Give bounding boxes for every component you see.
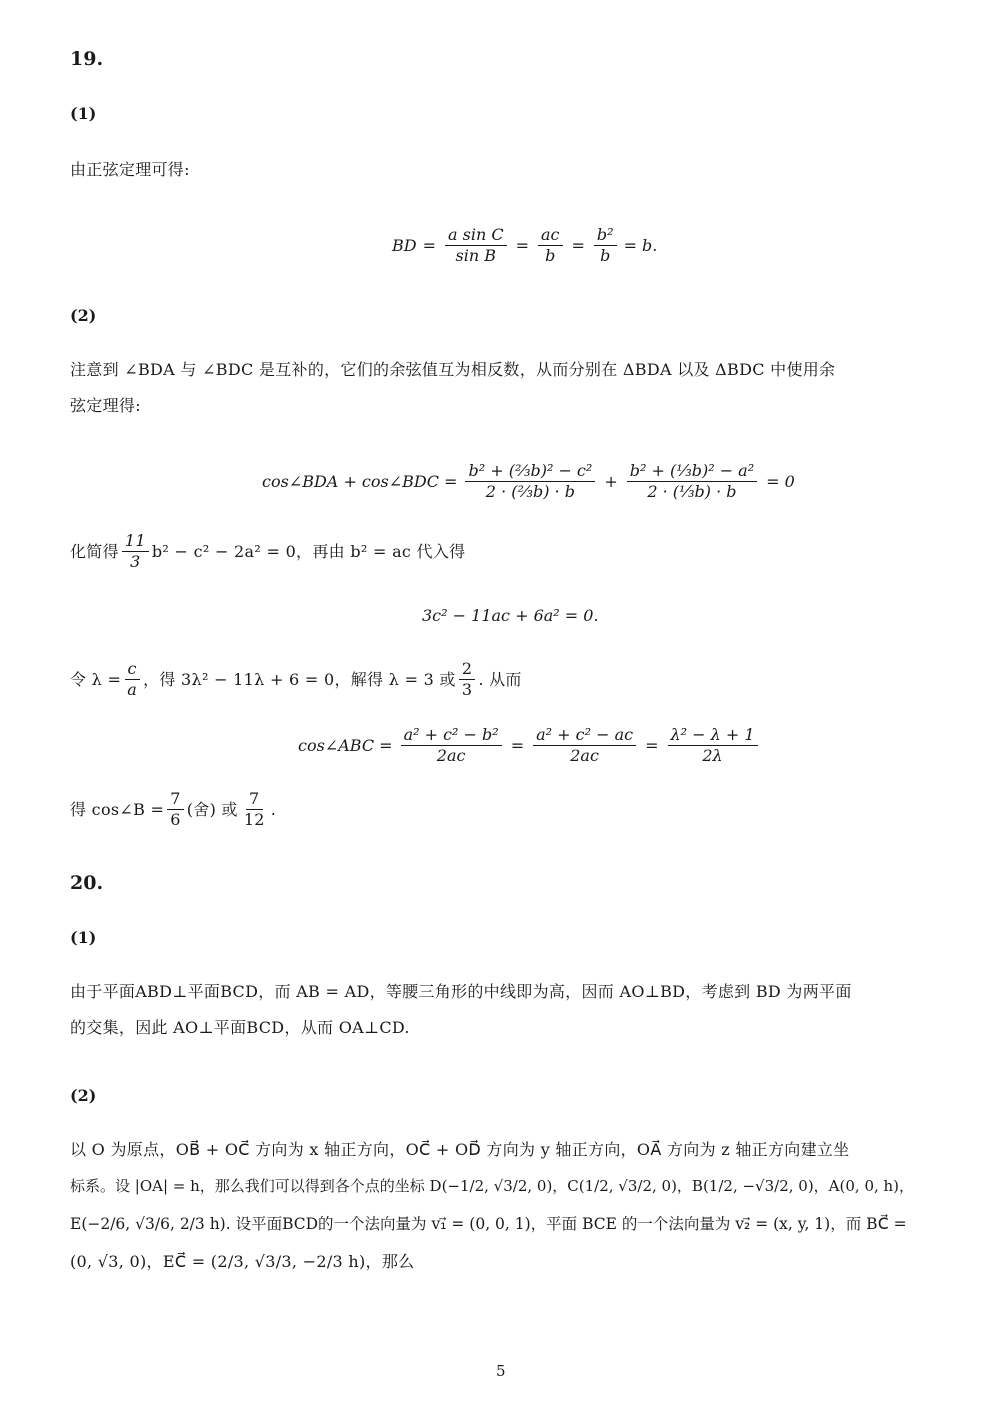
plus-sign: + xyxy=(604,472,618,491)
page-number: 5 xyxy=(496,1362,506,1380)
fraction xyxy=(167,790,183,829)
eq-sign: = xyxy=(422,236,436,255)
fraction-numerator: 2 xyxy=(459,660,475,680)
fraction xyxy=(668,726,758,765)
fraction-denominator: b xyxy=(600,246,611,265)
fraction xyxy=(594,226,617,265)
q19-lambda-line xyxy=(70,660,522,699)
result-middle: (舍) 或 xyxy=(186,799,238,819)
q19-part1-label: (1) xyxy=(70,104,97,123)
fraction-numerator: a sin C xyxy=(445,226,507,246)
fraction-numerator: b² xyxy=(594,226,617,246)
eq-tail: = b. xyxy=(623,236,658,255)
fraction-denominator: b xyxy=(545,246,556,265)
fraction-denominator: 12 xyxy=(243,810,265,829)
question-19-number: 19. xyxy=(70,48,104,70)
fraction xyxy=(122,532,149,571)
fraction xyxy=(538,226,563,265)
fraction-denominator: a xyxy=(127,680,138,699)
simplify-rest: b² − c² − 2a² = 0，再由 b² = ac 代入得 xyxy=(151,541,466,561)
fraction-numerator: a² + c² − b² xyxy=(401,726,502,746)
fraction-numerator: 11 xyxy=(122,532,149,552)
fraction xyxy=(627,462,757,501)
simplify-prefix: 化简得 xyxy=(70,541,119,561)
q19-result-line xyxy=(70,790,276,829)
q20-part2-line2: 标系。设 |OA| = h，那么我们可以得到各个点的坐标 D(−1/2, √3/2, 0)，C(1/2, √3/2, 0)，B(1/2, −√3/2, 0)，A(0, 0, h)， xyxy=(70,1177,915,1195)
q19-simplify-line xyxy=(70,532,465,571)
eq-sign: = xyxy=(510,736,525,755)
q19-part2-line1: 注意到 ∠BDA 与 ∠BDC 是互补的，它们的余弦值互为相反数，从而分别在 ΔBDA 以及 ΔBDC 中使用余 xyxy=(70,360,836,379)
q19-cos-sum-equation xyxy=(262,462,795,501)
fraction-numerator: c xyxy=(125,660,140,680)
fraction-numerator: 7 xyxy=(246,790,262,810)
fraction-denominator: 2λ xyxy=(702,746,723,765)
eq-lhs: cos∠BDA + cos∠BDC = xyxy=(262,472,458,491)
lambda-suffix: . 从而 xyxy=(478,669,522,689)
q19-part1-intro: 由正弦定理可得: xyxy=(70,160,190,179)
fraction xyxy=(459,660,475,699)
fraction xyxy=(241,790,268,829)
q20-part2-label: (2) xyxy=(70,1086,97,1105)
fraction-denominator: 3 xyxy=(130,552,141,571)
fraction-numerator: b² + (⅔b)² − c² xyxy=(465,462,595,482)
q20-part2-line1: 以 O 为原点，OB⃗ + OC⃗ 方向为 x 轴正方向，OC⃗ + OD⃗ 方向为 y 轴正方向，OA⃗ 方向为 z 轴正方向建立坐 xyxy=(70,1140,850,1159)
fraction-numerator: ac xyxy=(538,226,563,246)
q20-part1-line1: 由于平面ABD⊥平面BCD，而 AB = AD，等腰三角形的中线即为高，因而 AO⊥BD，考虑到 BD 为两平面 xyxy=(70,982,852,1001)
fraction-denominator: 6 xyxy=(170,810,181,829)
eq-sign: = xyxy=(645,736,659,755)
fraction-denominator: 2 · (⅓b) · b xyxy=(647,482,737,501)
result-suffix: . xyxy=(270,799,277,819)
fraction-denominator: sin B xyxy=(455,246,497,265)
eq-tail: = 0 xyxy=(766,472,795,491)
eq-sign: = xyxy=(571,236,585,255)
q19-part2-line2: 弦定理得: xyxy=(70,396,141,415)
fraction xyxy=(465,462,595,501)
eq-lhs: cos∠ABC = xyxy=(298,736,393,755)
q20-part1-line2: 的交集，因此 AO⊥平面BCD，从而 OA⊥CD. xyxy=(70,1018,410,1037)
fraction xyxy=(124,660,140,699)
eq-sign: = xyxy=(515,236,529,255)
fraction xyxy=(445,226,507,265)
fraction-denominator: 2ac xyxy=(570,746,599,765)
fraction-denominator: 3 xyxy=(461,680,473,699)
q19-part2-label: (2) xyxy=(70,306,97,325)
question-20-number: 20. xyxy=(70,872,104,894)
q20-part2-line3: E(−2/6, √3/6, 2/3 h). 设平面BCD的一个法向量为 v₁⃗ = (0, 0, 1)，平面 BCE 的一个法向量为 v₂⃗ = (x, y, 1)，而 BC⃗ = xyxy=(70,1215,907,1233)
eq-lhs: BD xyxy=(392,236,417,255)
fraction xyxy=(533,726,636,765)
lambda-prefix: 令 λ = xyxy=(70,669,122,689)
result-prefix: 得 cos∠B = xyxy=(70,799,165,819)
q19-quadratic-equation: 3c² − 11ac + 6a² = 0. xyxy=(422,606,599,625)
fraction-numerator: a² + c² − ac xyxy=(533,726,636,746)
lambda-middle: ，得 3λ² − 11λ + 6 = 0，解得 λ = 3 或 xyxy=(143,669,456,689)
fraction-denominator: 2ac xyxy=(436,746,466,765)
q19-cos-abc-equation xyxy=(298,726,761,765)
fraction xyxy=(401,726,502,765)
fraction-denominator: 2 · (⅔b) · b xyxy=(485,482,575,501)
q20-part1-label: (1) xyxy=(70,928,97,947)
fraction-numerator: λ² − λ + 1 xyxy=(668,726,758,746)
fraction-numerator: b² + (⅓b)² − a² xyxy=(627,462,757,482)
q20-part2-line4: (0, √3, 0)，EC⃗ = (2/3, √3/3, −2/3 h)，那么 xyxy=(70,1252,415,1271)
fraction-numerator: 7 xyxy=(167,790,183,810)
q19-bd-equation xyxy=(392,226,657,265)
